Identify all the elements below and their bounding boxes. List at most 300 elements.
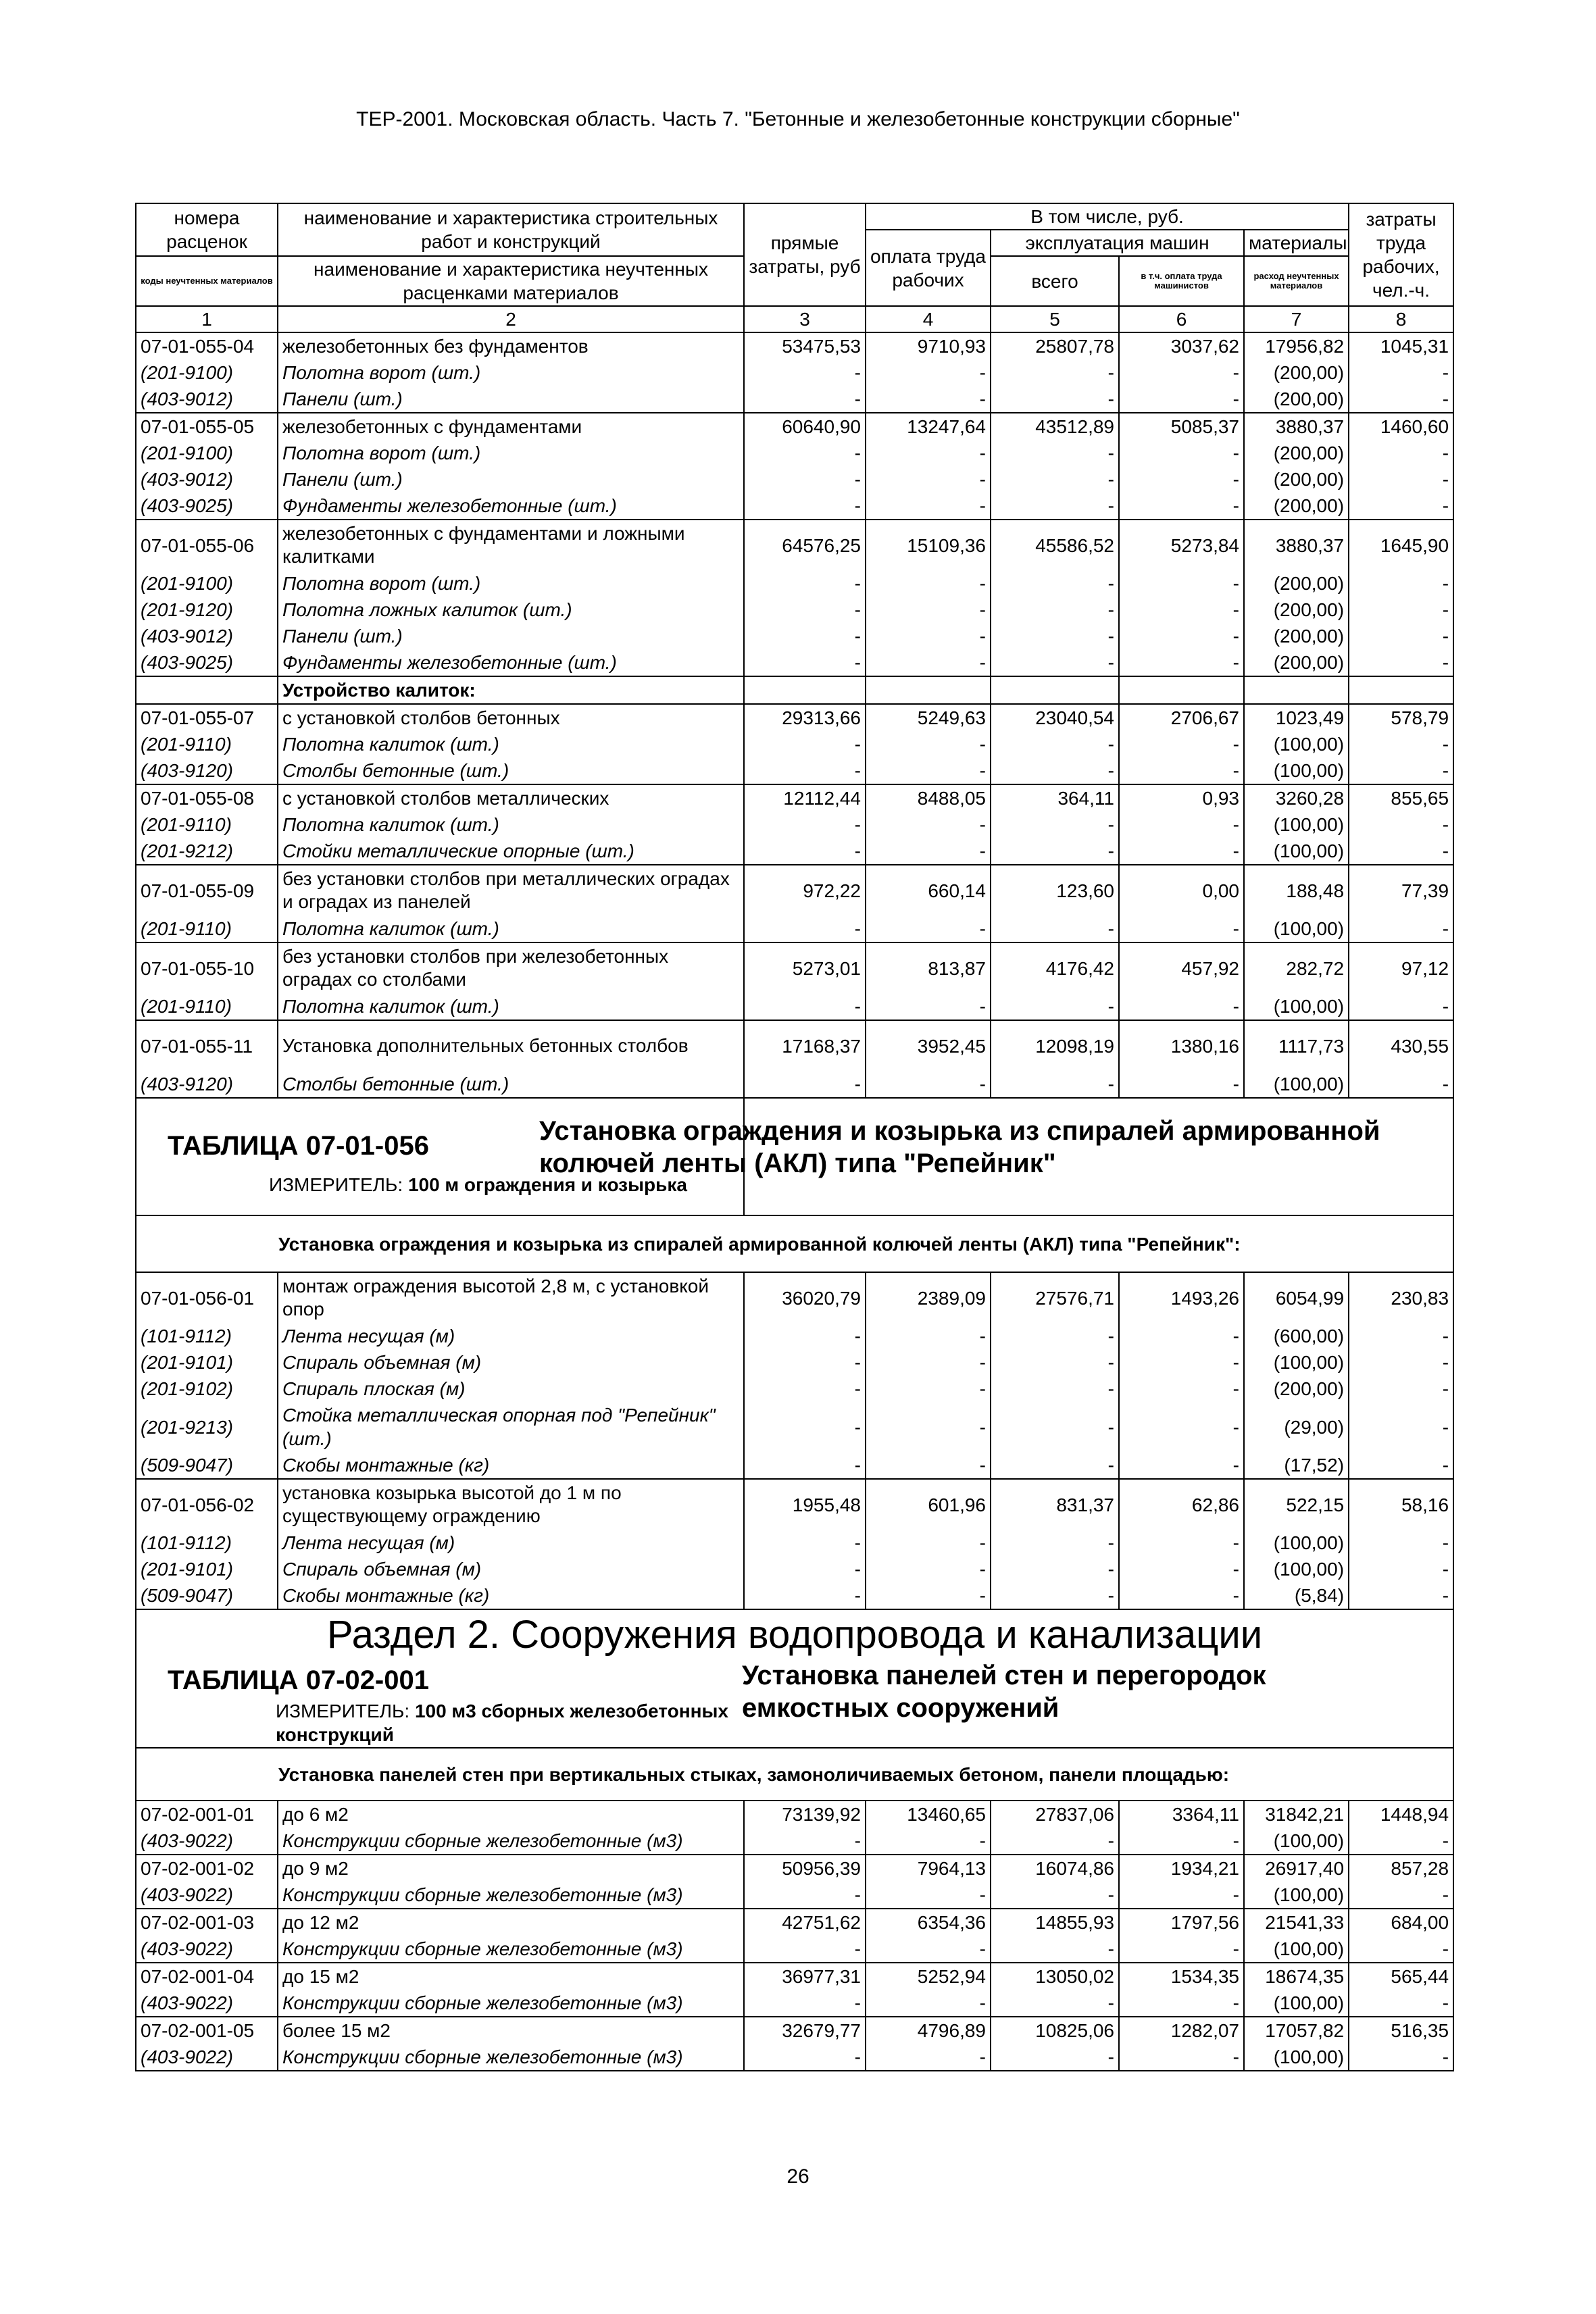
value-cell: - bbox=[991, 993, 1119, 1020]
material-row bbox=[136, 1323, 1453, 1349]
material-row bbox=[136, 440, 1453, 466]
hdr-labor-hours: затраты труда рабочих, чел.-ч. bbox=[1349, 203, 1453, 306]
rate-name: Полотна калиток (шт.) bbox=[278, 993, 744, 1020]
value-cell: 4796,89 bbox=[866, 2017, 991, 2044]
col-num: 2 bbox=[278, 306, 744, 332]
value-cell: (29,00) bbox=[1244, 1402, 1349, 1452]
value-cell: - bbox=[1349, 1349, 1453, 1376]
rate-code: 07-01-055-09 bbox=[136, 865, 278, 915]
rate-code: (403-9012) bbox=[136, 386, 278, 413]
value-cell: - bbox=[1349, 838, 1453, 865]
rate-name: Столбы бетонные (шт.) bbox=[278, 757, 744, 784]
value-cell: 36020,79 bbox=[744, 1272, 866, 1323]
rate-code: (509-9047) bbox=[136, 1452, 278, 1479]
value-cell: - bbox=[744, 1323, 866, 1349]
value-cell: (100,00) bbox=[1244, 811, 1349, 838]
material-row bbox=[136, 2044, 1453, 2071]
section-row bbox=[136, 676, 1453, 704]
value-cell: 565,44 bbox=[1349, 1963, 1453, 1990]
value-cell: (200,00) bbox=[1244, 570, 1349, 597]
value-cell: - bbox=[1349, 1376, 1453, 1402]
value-cell: 123,60 bbox=[991, 865, 1119, 915]
value-cell: - bbox=[866, 731, 991, 757]
material-row bbox=[136, 811, 1453, 838]
value-cell: - bbox=[1119, 1936, 1244, 1963]
value-cell: - bbox=[866, 597, 991, 623]
value-cell: - bbox=[866, 1349, 991, 1376]
value-cell: 1045,31 bbox=[1349, 332, 1453, 359]
value-cell: - bbox=[866, 1071, 991, 1098]
value-cell: - bbox=[1349, 1556, 1453, 1582]
page-title: ТЕР-2001. Московская область. Часть 7. "Бетонные и железобетонные конструкции сборные" bbox=[356, 108, 1240, 130]
value-cell: - bbox=[744, 1402, 866, 1452]
rate-name: Спираль объемная (м) bbox=[278, 1556, 744, 1582]
rate-code: 07-01-055-11 bbox=[136, 1020, 278, 1071]
value-cell: - bbox=[866, 915, 991, 942]
col-num: 6 bbox=[1119, 306, 1244, 332]
value-cell: 1448,94 bbox=[1349, 1801, 1453, 1828]
value-cell: - bbox=[991, 1452, 1119, 1479]
value-cell: - bbox=[744, 623, 866, 649]
value-cell: 516,35 bbox=[1349, 2017, 1453, 2044]
value-cell: - bbox=[1119, 757, 1244, 784]
value-cell: - bbox=[1119, 1452, 1244, 1479]
rate-row bbox=[136, 1272, 1453, 1323]
value-cell: 1117,73 bbox=[1244, 1020, 1349, 1071]
rate-code: 07-01-055-06 bbox=[136, 520, 278, 570]
value-cell: - bbox=[1119, 493, 1244, 520]
value-cell: - bbox=[866, 838, 991, 865]
value-cell: 17168,37 bbox=[744, 1020, 866, 1071]
value-cell: - bbox=[991, 1402, 1119, 1452]
rate-row bbox=[136, 704, 1453, 731]
material-row bbox=[136, 1556, 1453, 1582]
value-cell: - bbox=[866, 1376, 991, 1402]
value-cell: 6054,99 bbox=[1244, 1272, 1349, 1323]
value-cell: 5252,94 bbox=[866, 1963, 991, 1990]
value-cell: - bbox=[991, 2044, 1119, 2071]
hdr-codes-top: номера расценок bbox=[136, 203, 278, 256]
rate-name: Фундаменты железобетонные (шт.) bbox=[278, 649, 744, 676]
rate-name: Спираль объемная (м) bbox=[278, 1349, 744, 1376]
value-cell: - bbox=[744, 2044, 866, 2071]
col-num: 7 bbox=[1244, 306, 1349, 332]
value-cell: (100,00) bbox=[1244, 993, 1349, 1020]
rate-row bbox=[136, 332, 1453, 359]
value-cell: - bbox=[991, 1936, 1119, 1963]
value-cell: 3364,11 bbox=[1119, 1801, 1244, 1828]
value-cell: - bbox=[1349, 1936, 1453, 1963]
value-cell: 1380,16 bbox=[1119, 1020, 1244, 1071]
rate-code: 07-01-055-07 bbox=[136, 704, 278, 731]
value-cell: - bbox=[1119, 993, 1244, 1020]
rate-code: (403-9012) bbox=[136, 623, 278, 649]
value-cell: 3037,62 bbox=[1119, 332, 1244, 359]
value-cell: (200,00) bbox=[1244, 649, 1349, 676]
rate-code: (201-9110) bbox=[136, 811, 278, 838]
rows-table-201 bbox=[136, 1801, 1453, 2071]
value-cell: - bbox=[744, 440, 866, 466]
rate-name: Лента несущая (м) bbox=[278, 1530, 744, 1556]
value-cell: - bbox=[744, 731, 866, 757]
hdr-direct-costs: прямые затраты, руб bbox=[744, 203, 866, 306]
rate-code: 07-01-055-05 bbox=[136, 413, 278, 440]
hdr-machines-total: всего bbox=[991, 256, 1119, 306]
value-cell: (200,00) bbox=[1244, 440, 1349, 466]
value-cell: - bbox=[1349, 915, 1453, 942]
rate-code: (201-9213) bbox=[136, 1402, 278, 1452]
rate-code: (403-9022) bbox=[136, 1936, 278, 1963]
value-cell: - bbox=[1119, 915, 1244, 942]
material-row bbox=[136, 757, 1453, 784]
material-row bbox=[136, 649, 1453, 676]
material-row bbox=[136, 386, 1453, 413]
value-cell: (200,00) bbox=[1244, 359, 1349, 386]
value-cell: - bbox=[1119, 359, 1244, 386]
value-cell: - bbox=[744, 993, 866, 1020]
value-cell: 0,93 bbox=[1119, 784, 1244, 811]
value-cell: 29313,66 bbox=[744, 704, 866, 731]
rate-code: (403-9022) bbox=[136, 2044, 278, 2071]
rate-name: железобетонных без фундаментов bbox=[278, 332, 744, 359]
rate-code: (101-9112) bbox=[136, 1323, 278, 1349]
rate-code: (201-9120) bbox=[136, 597, 278, 623]
col-num: 4 bbox=[866, 306, 991, 332]
value-cell: 3880,37 bbox=[1244, 520, 1349, 570]
rate-name: без установки столбов при железобетонных оградах со столбами bbox=[278, 942, 744, 993]
rate-code: (403-9022) bbox=[136, 1828, 278, 1855]
value-cell: - bbox=[1119, 838, 1244, 865]
value-cell: 31842,21 bbox=[1244, 1801, 1349, 1828]
value-cell: (600,00) bbox=[1244, 1323, 1349, 1349]
rate-code: 07-02-001-02 bbox=[136, 1855, 278, 1882]
rate-code: 07-01-056-01 bbox=[136, 1272, 278, 1323]
value-cell: - bbox=[1349, 1828, 1453, 1855]
rate-row bbox=[136, 1909, 1453, 1936]
value-cell: - bbox=[744, 1376, 866, 1402]
value-cell: - bbox=[991, 649, 1119, 676]
value-cell: - bbox=[991, 570, 1119, 597]
rate-name: Полотна ворот (шт.) bbox=[278, 570, 744, 597]
value-cell: - bbox=[991, 1828, 1119, 1855]
value-cell: - bbox=[1349, 493, 1453, 520]
value-cell: 62,86 bbox=[1119, 1479, 1244, 1530]
rate-code: (101-9112) bbox=[136, 1530, 278, 1556]
value-cell: - bbox=[744, 1882, 866, 1909]
rate-code: (403-9012) bbox=[136, 466, 278, 493]
value-cell: 17956,82 bbox=[1244, 332, 1349, 359]
value-cell: (100,00) bbox=[1244, 915, 1349, 942]
value-cell: - bbox=[1119, 440, 1244, 466]
rate-name: Столбы бетонные (шт.) bbox=[278, 1071, 744, 1098]
value-cell: 188,48 bbox=[1244, 865, 1349, 915]
value-cell: 12098,19 bbox=[991, 1020, 1119, 1071]
value-cell: - bbox=[1349, 1990, 1453, 2017]
value-cell: (200,00) bbox=[1244, 493, 1349, 520]
measure-label: ИЗМЕРИТЕЛЬ: bbox=[276, 1701, 410, 1721]
value-cell: 0,00 bbox=[1119, 865, 1244, 915]
value-cell: - bbox=[744, 649, 866, 676]
rate-row bbox=[136, 413, 1453, 440]
hdr-name-bottom: наименование и характеристика неучтенных расценками материалов bbox=[278, 256, 744, 306]
material-row bbox=[136, 1936, 1453, 1963]
value-cell: 43512,89 bbox=[991, 413, 1119, 440]
section-2-cell bbox=[136, 1609, 1453, 1748]
rate-name: Скобы монтажные (кг) bbox=[278, 1452, 744, 1479]
value-cell: - bbox=[991, 1556, 1119, 1582]
hdr-column-numbers bbox=[136, 306, 1453, 332]
value-cell: - bbox=[866, 1990, 991, 2017]
value-cell: - bbox=[991, 1349, 1119, 1376]
value-cell: 5273,84 bbox=[1119, 520, 1244, 570]
rate-code: 07-01-056-02 bbox=[136, 1479, 278, 1530]
value-cell: - bbox=[991, 838, 1119, 865]
value-cell: 230,83 bbox=[1349, 1272, 1453, 1323]
value-cell: 522,15 bbox=[1244, 1479, 1349, 1530]
measure-label: ИЗМЕРИТЕЛЬ: bbox=[269, 1174, 403, 1195]
rate-row bbox=[136, 1020, 1453, 1071]
value-cell: - bbox=[991, 1530, 1119, 1556]
value-cell bbox=[1244, 676, 1349, 704]
value-cell: 2389,09 bbox=[866, 1272, 991, 1323]
value-cell: 17057,82 bbox=[1244, 2017, 1349, 2044]
value-cell: (5,84) bbox=[1244, 1582, 1349, 1609]
value-cell: 50956,39 bbox=[744, 1855, 866, 1882]
value-cell: - bbox=[1349, 1452, 1453, 1479]
value-cell: 13050,02 bbox=[991, 1963, 1119, 1990]
value-cell: 10825,06 bbox=[991, 2017, 1119, 2044]
material-row bbox=[136, 597, 1453, 623]
rate-name: Полотна калиток (шт.) bbox=[278, 915, 744, 942]
value-cell: - bbox=[866, 493, 991, 520]
value-cell: - bbox=[1119, 1828, 1244, 1855]
value-cell: - bbox=[866, 570, 991, 597]
value-cell: 97,12 bbox=[1349, 942, 1453, 993]
material-row bbox=[136, 993, 1453, 1020]
value-cell: (100,00) bbox=[1244, 1936, 1349, 1963]
value-cell: - bbox=[1349, 2044, 1453, 2071]
material-row bbox=[136, 466, 1453, 493]
value-cell: 1460,60 bbox=[1349, 413, 1453, 440]
value-cell: - bbox=[991, 440, 1119, 466]
material-row bbox=[136, 1882, 1453, 1909]
value-cell: - bbox=[991, 1376, 1119, 1402]
value-cell: (100,00) bbox=[1244, 1530, 1349, 1556]
table-201-measure bbox=[141, 1699, 749, 1746]
value-cell: (100,00) bbox=[1244, 2044, 1349, 2071]
rate-row bbox=[136, 1855, 1453, 1882]
value-cell: - bbox=[1119, 731, 1244, 757]
value-cell: - bbox=[1119, 1376, 1244, 1402]
value-cell: (200,00) bbox=[1244, 597, 1349, 623]
value-cell: (17,52) bbox=[1244, 1452, 1349, 1479]
value-cell: - bbox=[991, 386, 1119, 413]
rate-name: Полотна ворот (шт.) bbox=[278, 359, 744, 386]
value-cell: 36977,31 bbox=[744, 1963, 866, 1990]
value-cell: - bbox=[1119, 811, 1244, 838]
value-cell: - bbox=[991, 597, 1119, 623]
hdr-labor-pay: оплата труда рабочих bbox=[866, 230, 991, 306]
value-cell: (200,00) bbox=[1244, 623, 1349, 649]
hdr-materials-usage: расход неучтенных материалов bbox=[1244, 256, 1349, 306]
value-cell: 73139,92 bbox=[744, 1801, 866, 1828]
value-cell: (100,00) bbox=[1244, 1071, 1349, 1098]
value-cell: - bbox=[744, 359, 866, 386]
value-cell: 42751,62 bbox=[744, 1909, 866, 1936]
material-row bbox=[136, 838, 1453, 865]
rate-name: без установки столбов при металлических оградах и оградах из панелей bbox=[278, 865, 744, 915]
rate-code: (201-9212) bbox=[136, 838, 278, 865]
value-cell: - bbox=[991, 1582, 1119, 1609]
material-row bbox=[136, 1071, 1453, 1098]
value-cell: 3880,37 bbox=[1244, 413, 1349, 440]
value-cell: - bbox=[991, 466, 1119, 493]
value-cell: 45586,52 bbox=[991, 520, 1119, 570]
value-cell bbox=[1349, 676, 1453, 704]
measure-value: 100 м3 сборных железобетонных конструкций bbox=[276, 1701, 729, 1745]
value-cell: (100,00) bbox=[1244, 1990, 1349, 2017]
value-cell: - bbox=[1349, 811, 1453, 838]
rate-code: 07-01-055-04 bbox=[136, 332, 278, 359]
rate-name: Стойки металлические опорные (шт.) bbox=[278, 838, 744, 865]
value-cell: 21541,33 bbox=[1244, 1909, 1349, 1936]
rate-code: 07-02-001-04 bbox=[136, 1963, 278, 1990]
rows-table-056 bbox=[136, 1272, 1453, 1609]
value-cell: - bbox=[1119, 570, 1244, 597]
value-cell: (200,00) bbox=[1244, 386, 1349, 413]
value-cell: - bbox=[744, 1828, 866, 1855]
rate-code: 07-02-001-01 bbox=[136, 1801, 278, 1828]
value-cell: - bbox=[744, 1582, 866, 1609]
value-cell: 1534,35 bbox=[1119, 1963, 1244, 1990]
value-cell: 18674,35 bbox=[1244, 1963, 1349, 1990]
value-cell: (100,00) bbox=[1244, 1349, 1349, 1376]
rate-name: до 12 м2 bbox=[278, 1909, 744, 1936]
hdr-machinists-pay: в т.ч. оплата труда машинистов bbox=[1119, 256, 1244, 306]
value-cell: 1023,49 bbox=[1244, 704, 1349, 731]
rate-name: Конструкции сборные железобетонные (м3) bbox=[278, 1990, 744, 2017]
material-row bbox=[136, 1582, 1453, 1609]
rate-code: (403-9025) bbox=[136, 649, 278, 676]
value-cell: - bbox=[866, 623, 991, 649]
rate-name: железобетонных с фундаментами и ложными калитками bbox=[278, 520, 744, 570]
value-cell: - bbox=[1119, 1402, 1244, 1452]
value-cell: - bbox=[744, 1071, 866, 1098]
value-cell: 27576,71 bbox=[991, 1272, 1119, 1323]
value-cell: 430,55 bbox=[1349, 1020, 1453, 1071]
value-cell: - bbox=[866, 811, 991, 838]
rate-row bbox=[136, 1479, 1453, 1530]
value-cell: - bbox=[1349, 1323, 1453, 1349]
value-cell: 2706,67 bbox=[1119, 704, 1244, 731]
value-cell: - bbox=[866, 757, 991, 784]
value-cell bbox=[1119, 676, 1244, 704]
material-row bbox=[136, 731, 1453, 757]
value-cell: 3260,28 bbox=[1244, 784, 1349, 811]
value-cell: 14855,93 bbox=[991, 1909, 1119, 1936]
material-row bbox=[136, 1376, 1453, 1402]
material-row bbox=[136, 1402, 1453, 1452]
rate-name: до 15 м2 bbox=[278, 1963, 744, 1990]
rate-code: (201-9110) bbox=[136, 731, 278, 757]
value-cell: - bbox=[1349, 1402, 1453, 1452]
value-cell: - bbox=[744, 1452, 866, 1479]
hdr-name-top: наименование и характеристика строительных работ и конструкций bbox=[278, 203, 744, 256]
value-cell: 26917,40 bbox=[1244, 1855, 1349, 1882]
material-row bbox=[136, 1530, 1453, 1556]
value-cell: 77,39 bbox=[1349, 865, 1453, 915]
rate-code: 07-01-055-10 bbox=[136, 942, 278, 993]
value-cell: - bbox=[991, 915, 1119, 942]
value-cell: - bbox=[866, 1452, 991, 1479]
rate-name: Полотна ворот (шт.) bbox=[278, 440, 744, 466]
value-cell: 601,96 bbox=[866, 1479, 991, 1530]
material-row bbox=[136, 1990, 1453, 2017]
value-cell: - bbox=[1119, 1530, 1244, 1556]
rate-name: Стойка металлическая опорная под "Репейник" (шт.) bbox=[278, 1402, 744, 1452]
value-cell: 53475,53 bbox=[744, 332, 866, 359]
value-cell: - bbox=[1349, 993, 1453, 1020]
value-cell bbox=[991, 676, 1119, 704]
value-cell bbox=[866, 676, 991, 704]
value-cell: 23040,54 bbox=[991, 704, 1119, 731]
value-cell: 831,37 bbox=[991, 1479, 1119, 1530]
value-cell: - bbox=[866, 386, 991, 413]
value-cell: - bbox=[866, 1530, 991, 1556]
value-cell: - bbox=[1119, 1990, 1244, 2017]
rate-name: Фундаменты железобетонные (шт.) bbox=[278, 493, 744, 520]
value-cell: - bbox=[1349, 1071, 1453, 1098]
value-cell: 9710,93 bbox=[866, 332, 991, 359]
rate-name: до 9 м2 bbox=[278, 1855, 744, 1882]
table-201-name: ТАБЛИЦА 07-02-001 bbox=[168, 1665, 429, 1695]
value-cell: 1955,48 bbox=[744, 1479, 866, 1530]
value-cell: 32679,77 bbox=[744, 2017, 866, 2044]
rate-code: (509-9047) bbox=[136, 1582, 278, 1609]
value-cell: 857,28 bbox=[1349, 1855, 1453, 1882]
table-201-subtitle: Установка панелей стен при вертикальных стыках, замоноличиваемых бетоном, панели площадью: bbox=[136, 1748, 1453, 1801]
value-cell: 660,14 bbox=[866, 865, 991, 915]
material-row bbox=[136, 570, 1453, 597]
value-cell: (100,00) bbox=[1244, 1882, 1349, 1909]
table-056-heading bbox=[136, 1098, 1453, 1272]
value-cell: - bbox=[744, 1990, 866, 2017]
value-cell: (100,00) bbox=[1244, 838, 1349, 865]
value-cell: - bbox=[744, 386, 866, 413]
value-cell: - bbox=[1349, 623, 1453, 649]
table-header bbox=[136, 203, 1453, 332]
value-cell: - bbox=[1349, 1882, 1453, 1909]
rate-code: 07-01-055-08 bbox=[136, 784, 278, 811]
rate-code: (403-9022) bbox=[136, 1882, 278, 1909]
value-cell: (100,00) bbox=[1244, 1556, 1349, 1582]
value-cell: - bbox=[744, 838, 866, 865]
col-num: 8 bbox=[1349, 306, 1453, 332]
rate-code: (403-9120) bbox=[136, 757, 278, 784]
value-cell: 457,92 bbox=[1119, 942, 1244, 993]
rate-name: Конструкции сборные железобетонные (м3) bbox=[278, 1828, 744, 1855]
value-cell: - bbox=[1349, 1530, 1453, 1556]
value-cell: 1493,26 bbox=[1119, 1272, 1244, 1323]
value-cell: - bbox=[866, 466, 991, 493]
value-cell: 8488,05 bbox=[866, 784, 991, 811]
page-number: 26 bbox=[787, 2165, 809, 2188]
value-cell: - bbox=[991, 1990, 1119, 2017]
value-cell: 6354,36 bbox=[866, 1909, 991, 1936]
material-row bbox=[136, 915, 1453, 942]
value-cell: - bbox=[744, 1349, 866, 1376]
rate-name: железобетонных с фундаментами bbox=[278, 413, 744, 440]
